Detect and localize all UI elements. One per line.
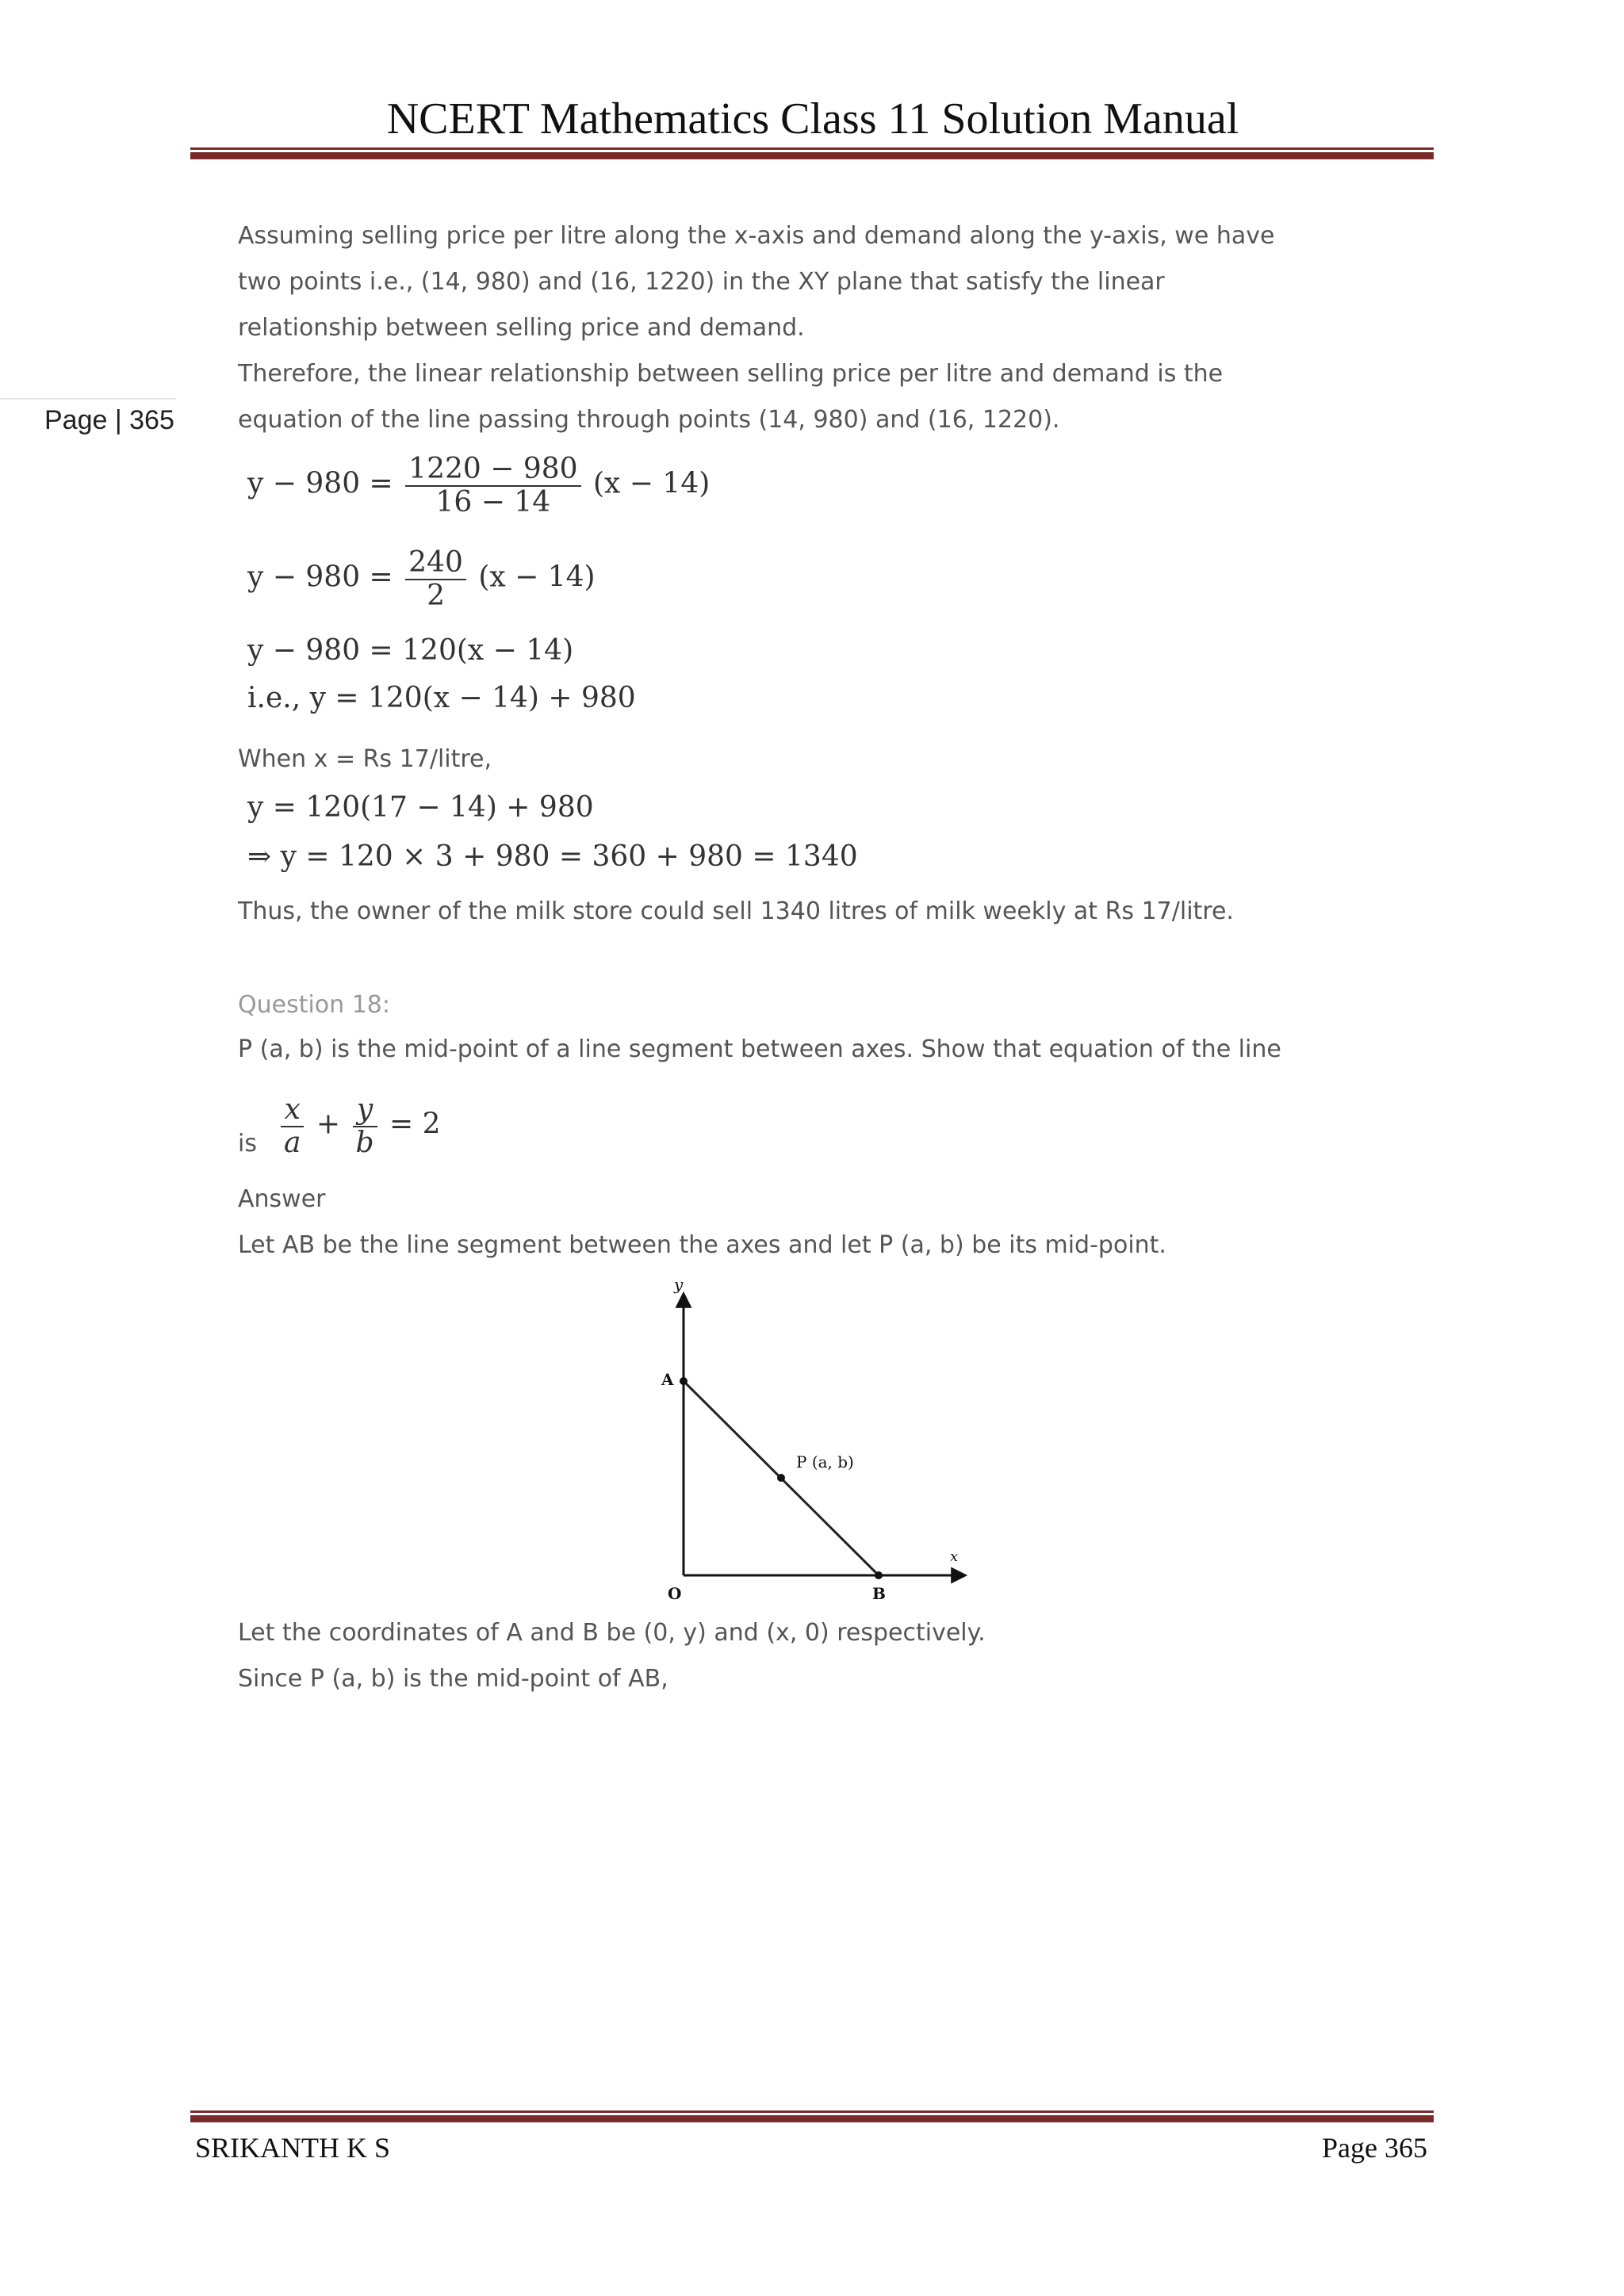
page-header-title: NCERT Mathematics Class 11 Solution Manual xyxy=(386,94,1239,144)
footer-author: SRIKANTH K S xyxy=(195,2132,391,2164)
fraction-denominator: 16 − 14 xyxy=(435,485,551,519)
question-is: is xyxy=(238,1130,257,1158)
point-a-label: A xyxy=(661,1370,674,1389)
answer-label: Answer xyxy=(238,1185,326,1213)
question-label: Question 18: xyxy=(238,991,390,1019)
fraction-numerator: x xyxy=(281,1094,304,1127)
paragraph-conclusion: Thus, the owner of the milk store could sell 1340 litres of milk weekly at Rs 17/litre. xyxy=(238,897,1234,925)
point-p-label: P (a, b) xyxy=(796,1452,854,1471)
paragraph-5: equation of the line passing through points (14, 980) and (16, 1220). xyxy=(238,406,1060,434)
equation-substitute: y = 120(17 − 14) + 980 xyxy=(247,791,594,824)
fraction-numerator: y xyxy=(353,1094,377,1127)
answer-paragraph-3: Since P (a, b) is the mid-point of AB, xyxy=(238,1665,668,1693)
footer-page-number: Page 365 xyxy=(1322,2132,1427,2164)
answer-paragraph-2: Let the coordinates of A and B be (0, y) and (x, 0) respectively. xyxy=(238,1619,986,1647)
equation-simplified-slope xyxy=(247,547,596,611)
footer-rule xyxy=(190,2110,1434,2122)
fraction-denominator: 2 xyxy=(427,579,445,612)
equation-rhs: = 2 xyxy=(389,1108,441,1141)
question-text: P (a, b) is the mid-point of a line segment between axes. Show that equation of the line xyxy=(238,1035,1281,1063)
y-axis-label: y xyxy=(674,1275,684,1294)
fraction-denominator: b xyxy=(355,1126,374,1159)
side-page-number: Page | 365 xyxy=(44,405,174,435)
equation-line: i.e., y = 120(x − 14) + 980 xyxy=(247,682,636,714)
point-p xyxy=(777,1474,785,1482)
point-b xyxy=(875,1571,883,1579)
header-rule xyxy=(190,147,1434,159)
origin-label: O xyxy=(668,1584,682,1603)
fraction-x-over-a xyxy=(281,1094,304,1158)
question-equation xyxy=(278,1094,441,1158)
side-tab-divider xyxy=(0,398,176,400)
point-b-label: B xyxy=(872,1584,886,1603)
equation-slope-120: y − 980 = 120(x − 14) xyxy=(247,634,574,667)
x-axis-label: x xyxy=(950,1548,959,1565)
midpoint-diagram xyxy=(650,1272,983,1605)
slope-fraction xyxy=(405,547,466,611)
equation-rhs: (x − 14) xyxy=(593,467,710,500)
paragraph-2: two points i.e., (14, 980) and (16, 1220) in the XY plane that satisfy the linear xyxy=(238,268,1165,296)
fraction-denominator: a xyxy=(284,1126,301,1159)
fraction-numerator: 240 xyxy=(405,547,466,580)
point-a xyxy=(680,1377,688,1385)
fraction-y-over-b xyxy=(353,1094,377,1158)
paragraph-3: relationship between selling price and demand. xyxy=(238,314,805,342)
slope-fraction xyxy=(405,453,580,518)
paragraph-when: When x = Rs 17/litre, xyxy=(238,745,492,773)
equation-slope-form xyxy=(247,453,710,518)
paragraph-1: Assuming selling price per litre along the x-axis and demand along the y-axis, we have xyxy=(238,222,1275,250)
plus-sign: + xyxy=(316,1108,341,1141)
equation-lhs: y − 980 = xyxy=(247,561,393,594)
fraction-numerator: 1220 − 980 xyxy=(405,453,580,487)
paragraph-4: Therefore, the linear relationship between selling price per litre and demand is the xyxy=(238,360,1224,388)
answer-paragraph-1: Let AB be the line segment between the axes and let P (a, b) be its mid-point. xyxy=(238,1231,1166,1259)
equation-result: ⇒ y = 120 × 3 + 980 = 360 + 980 = 1340 xyxy=(247,840,858,873)
equation-lhs: y − 980 = xyxy=(247,467,393,500)
equation-rhs: (x − 14) xyxy=(478,561,596,594)
